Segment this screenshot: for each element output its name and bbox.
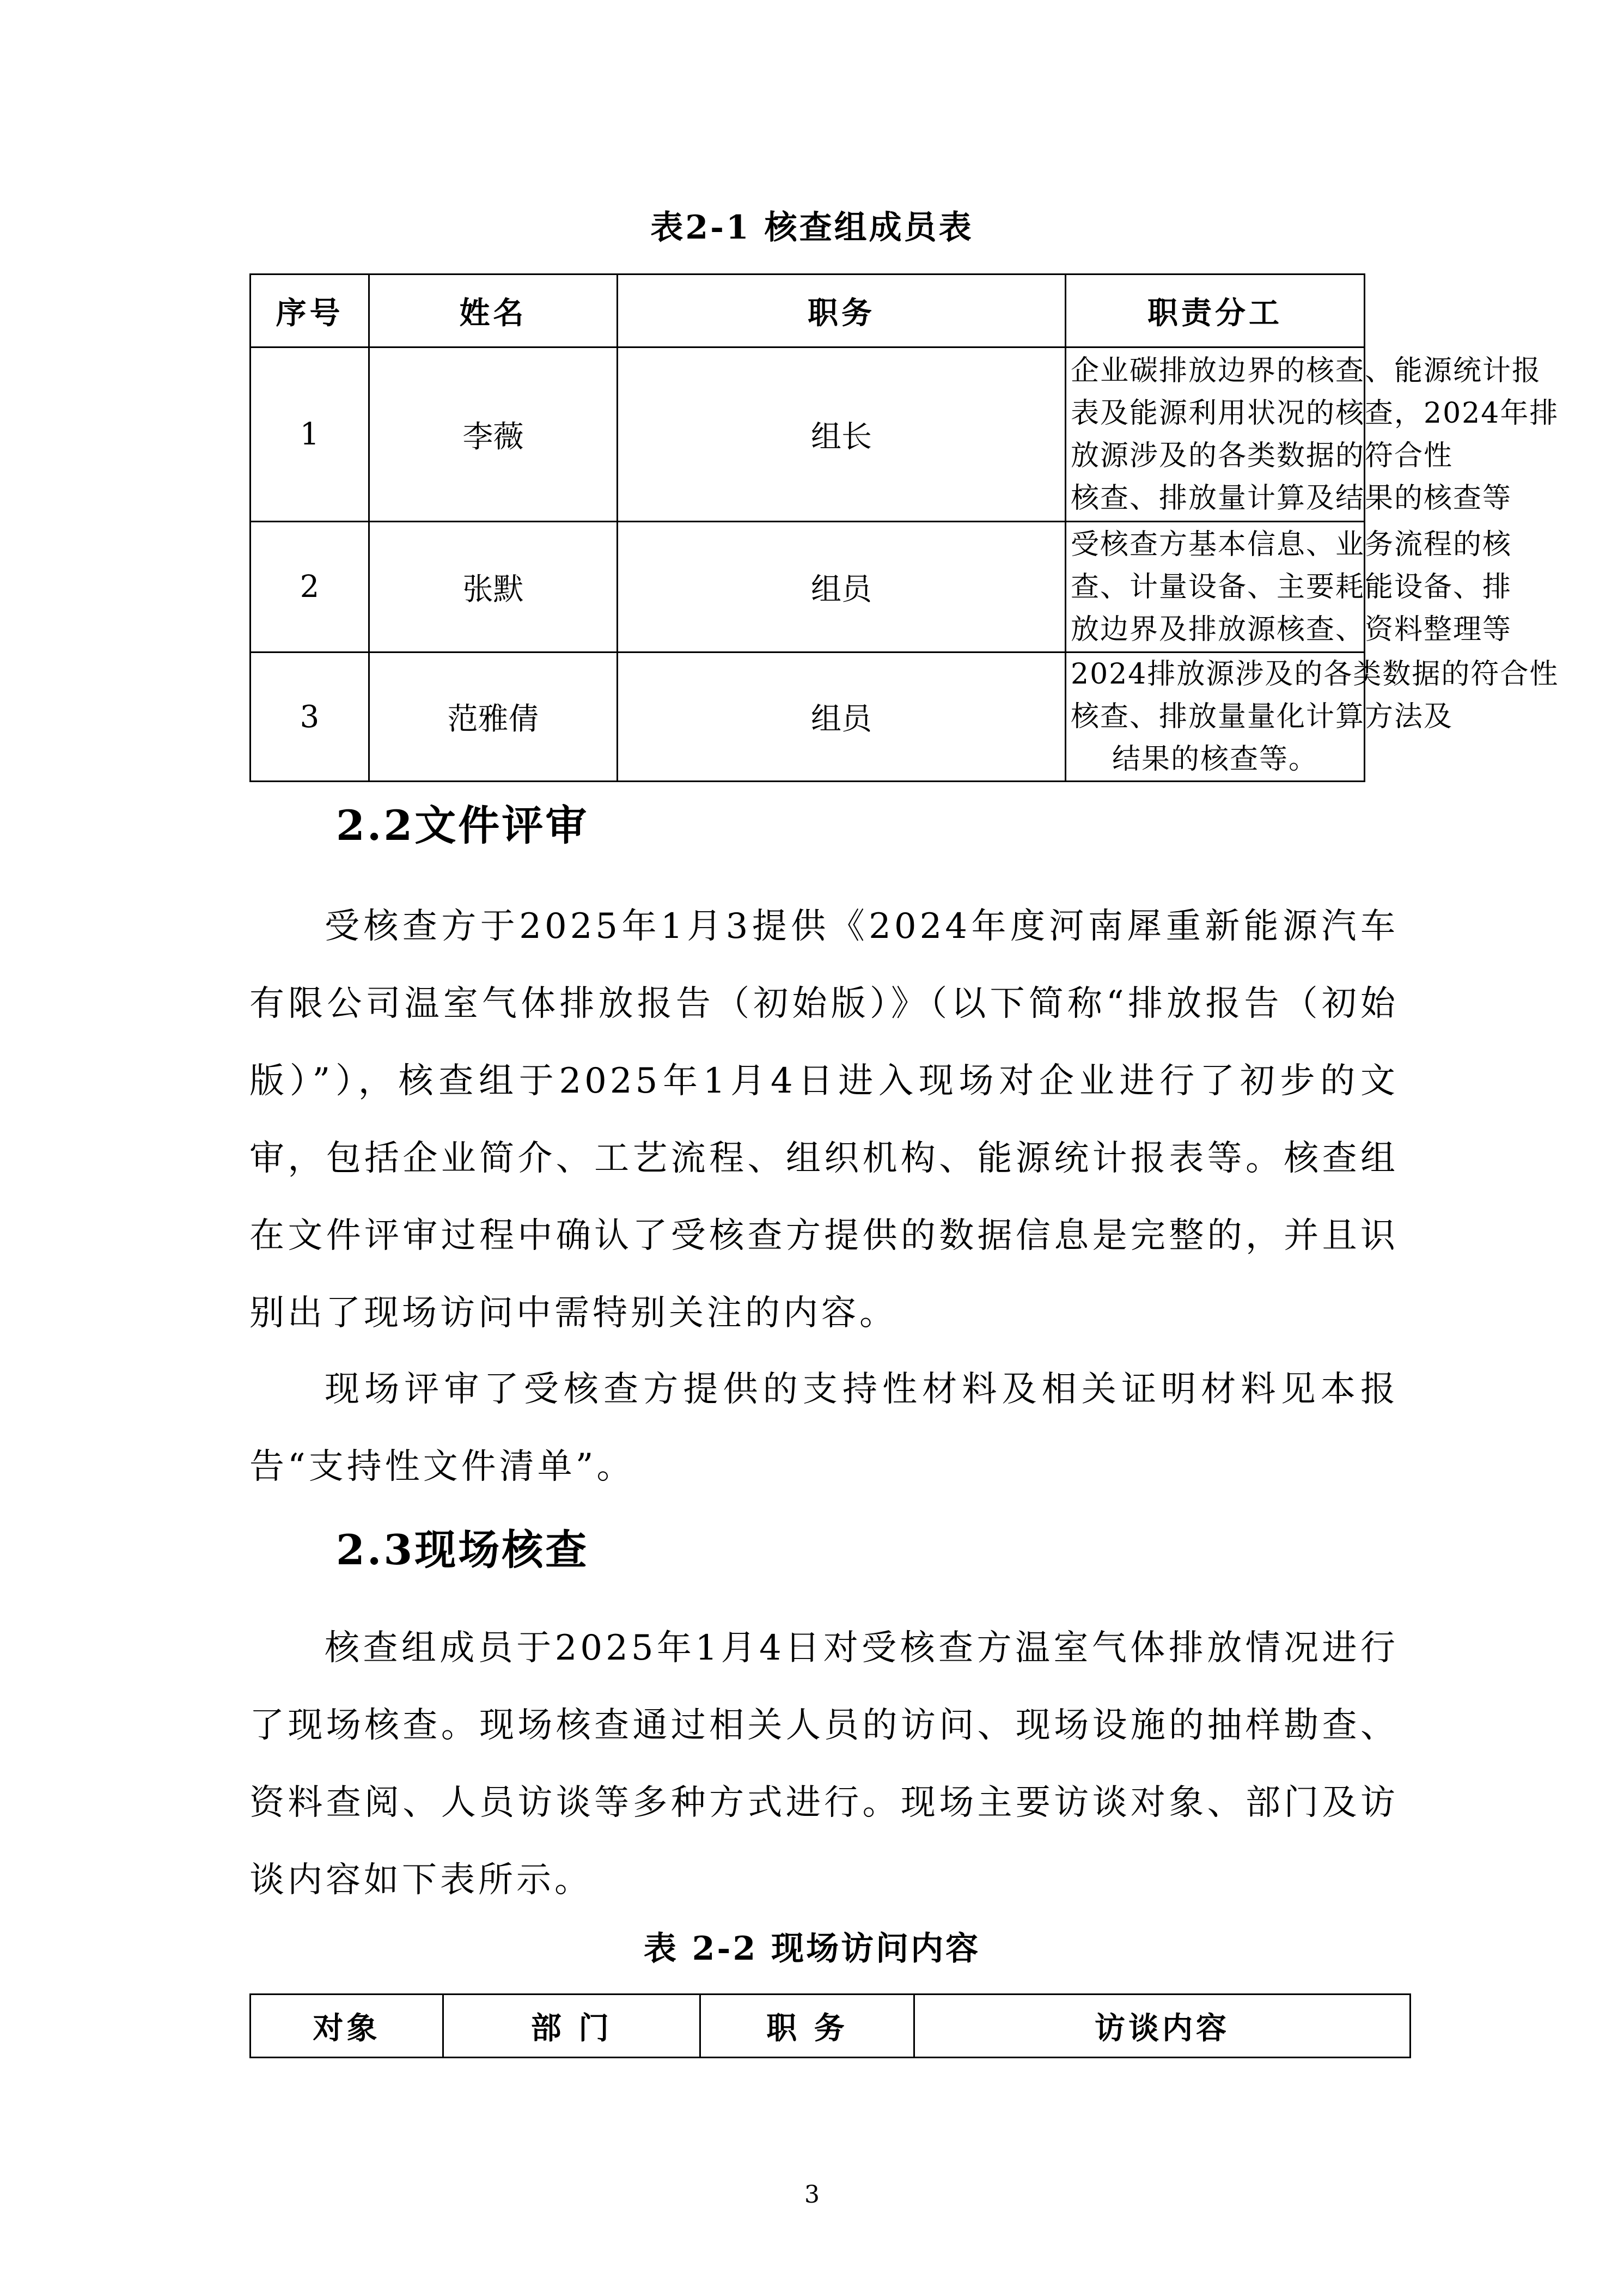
duty-line: 企业碳排放边界的核查、能源统计报 — [1071, 354, 1542, 387]
member-no: 2 — [251, 522, 369, 652]
member-no: 3 — [251, 652, 369, 782]
table2-header-object: 对象 — [251, 1995, 443, 2058]
member-name: 李薇 — [369, 347, 618, 522]
table1-header-no: 序号 — [251, 275, 369, 347]
table1-caption: 表2-1 核查组成员表 — [650, 209, 974, 247]
table2-header-department: 部 门 — [443, 1995, 700, 2058]
duty-line: 核查、排放量量化计算方法及 — [1071, 700, 1454, 733]
table2-header-position: 职 务 — [700, 1995, 914, 2058]
table-row — [251, 522, 1365, 652]
member-role: 组员 — [618, 522, 1066, 652]
member-no: 1 — [251, 347, 369, 522]
table1-header-name: 姓名 — [369, 275, 618, 347]
member-name: 范雅倩 — [369, 652, 618, 782]
table2-caption: 表 2-2 现场访问内容 — [643, 1930, 981, 1968]
table1-header-role: 职务 — [618, 275, 1066, 347]
table2-header-row — [251, 1995, 1411, 2058]
duty-line: 放边界及排放源核查、资料整理等 — [1071, 613, 1512, 646]
section-2-2-paragraph-2: 现场评审了受核查方提供的支持性材料及相关证明材料见本报告“支持性文件清单”。 — [249, 1369, 1399, 1487]
member-duty — [1066, 522, 1512, 652]
table1-header-row — [251, 275, 1365, 347]
member-duty — [1066, 652, 1559, 782]
page-number: 3 — [804, 2181, 820, 2209]
section-2-2-heading: 2.2文件评审 — [336, 801, 589, 850]
table1-header-duty: 职责分工 — [1066, 275, 1365, 347]
section-2-2-paragraph-1: 受核查方于2025年1月3提供《2024年度河南犀重新能源汽车有限公司温室气体排放报告（初始版）》（以下简称“排放报告（初始版）”），核查组于2025年1月4日进入现场对企业进行了初步的文审，包括企业简介、工艺流程、组织机构、能源统计报表等。核查组在文件评审过程中确认了受核查方提供的数据信息是完整的，并且识别出了现场访问中需特别关注的内容。 — [249, 906, 1399, 1333]
duty-line: 核查、排放量计算及结果的核查等 — [1071, 481, 1512, 515]
duty-line: 结果的核查等。 — [1112, 743, 1318, 776]
member-duty — [1066, 347, 1559, 522]
table-row — [251, 347, 1365, 522]
member-role: 组长 — [618, 347, 1066, 522]
section-2-3-paragraph-1: 核查组成员于2025年1月4日对受核查方温室气体排放情况进行了现场核查。现场核查通过相关人员的访问、现场设施的抽样勘查、资料查阅、人员访谈等多种方式进行。现场主要访谈对象、部门及访谈内容如下表所示。 — [249, 1628, 1399, 1900]
member-name: 张默 — [369, 522, 618, 652]
table2-header-content: 访谈内容 — [914, 1995, 1411, 2058]
duty-line: 受核查方基本信息、业务流程的核 — [1071, 528, 1512, 561]
site-visit-table — [249, 1993, 1411, 2058]
duty-line: 表及能源利用状况的核查，2024年排 — [1071, 397, 1559, 430]
member-role: 组员 — [618, 652, 1066, 782]
table-row — [251, 652, 1365, 782]
duty-line: 2024排放源涉及的各类数据的符合性 — [1071, 658, 1559, 691]
duty-line: 查、计量设备、主要耗能设备、排 — [1071, 570, 1512, 603]
section-2-3-heading: 2.3现场核查 — [336, 1526, 589, 1574]
team-members-table — [249, 273, 1559, 782]
duty-line: 放源涉及的各类数据的符合性 — [1071, 439, 1454, 472]
